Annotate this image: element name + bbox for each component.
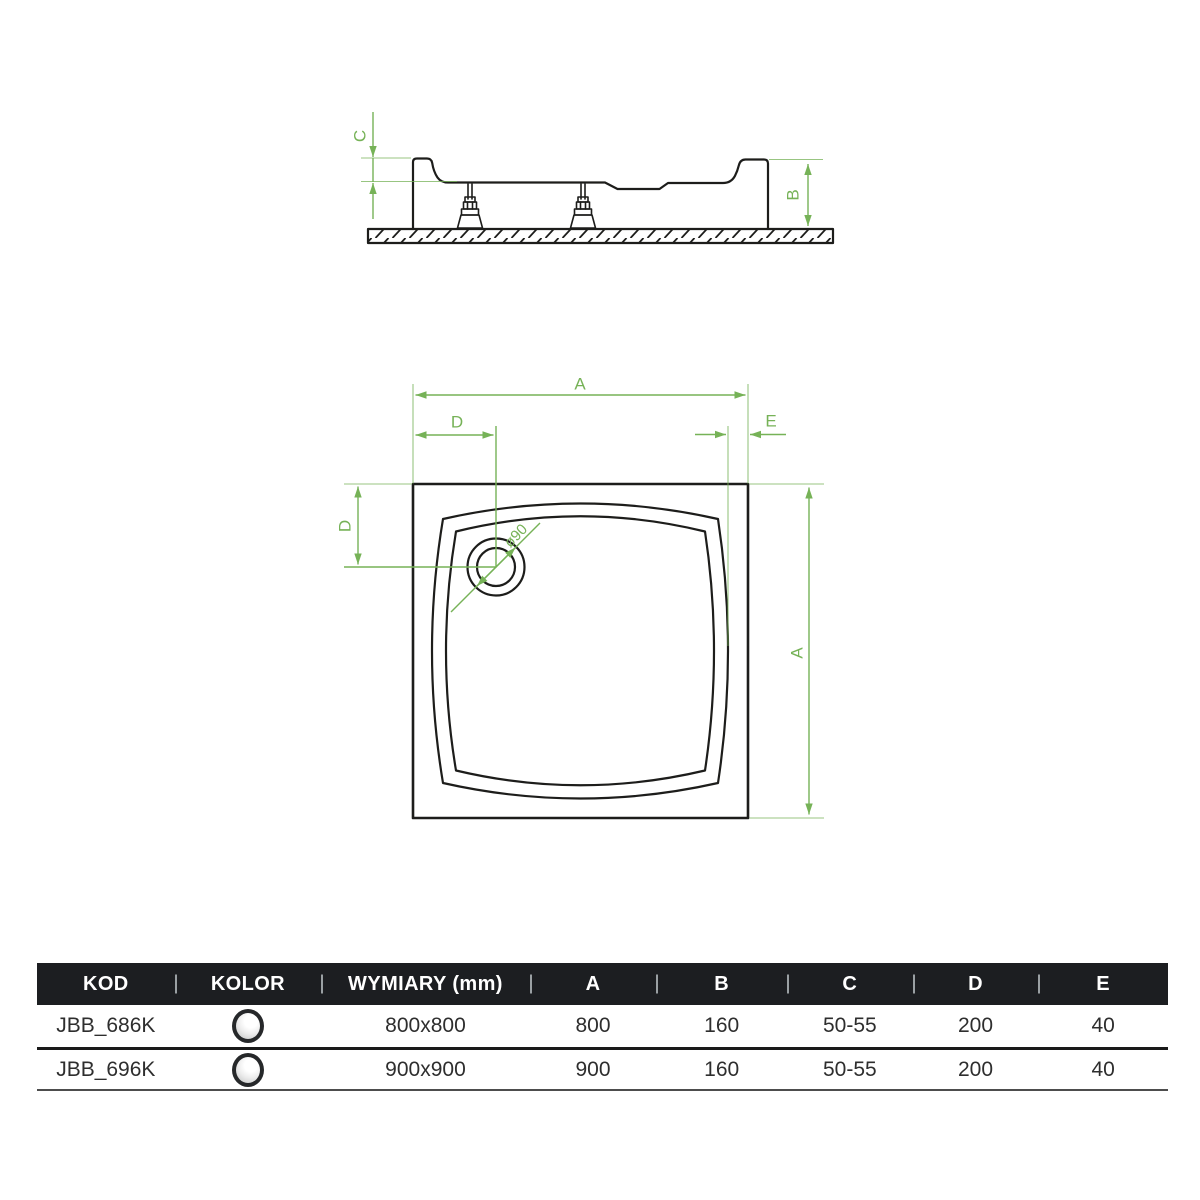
dimension-label-d-top: D <box>450 412 464 432</box>
dimension-a-right <box>750 484 825 818</box>
dimension-label-d-left: D <box>335 519 355 533</box>
tray-section-profile <box>413 159 768 230</box>
dimension-e <box>695 412 786 647</box>
dimension-label-a-top: A <box>574 374 586 394</box>
col-header-wymiary: WYMIARY (mm) <box>321 963 529 1005</box>
dimension-b <box>769 160 823 227</box>
cell-d: 200 <box>957 1057 994 1081</box>
cell-e: 40 <box>1091 1014 1115 1037</box>
basin-inner-edge <box>446 516 714 785</box>
col-header-kod: KOD <box>82 972 129 995</box>
dimension-label-b: B <box>783 189 803 201</box>
dimension-label-c: C <box>350 129 370 143</box>
cell-c: 50-55 <box>822 1057 877 1081</box>
cell-wymiary: 800x800 <box>385 1014 466 1037</box>
section-view-drawing <box>340 95 845 260</box>
adjustable-foot-right <box>571 184 596 228</box>
table-row <box>37 1005 1168 1050</box>
dimension-a-top <box>413 375 748 484</box>
col-header-kolor: KOLOR <box>175 963 322 1005</box>
dimension-label-e: E <box>765 411 777 431</box>
floor-hatch <box>368 229 833 243</box>
col-header-c: C <box>787 963 913 1005</box>
dimensions-table <box>37 963 1168 1091</box>
cell-kolor <box>175 1053 322 1087</box>
color-swatch <box>232 1009 264 1043</box>
col-header-d: D <box>913 963 1039 1005</box>
cell-b: 160 <box>704 1057 740 1081</box>
cell-e: 40 <box>1091 1057 1115 1081</box>
cell-kolor <box>175 1009 322 1043</box>
drain-diameter-label: ø90 <box>500 520 532 552</box>
dimension-d-left <box>336 484 497 567</box>
tray-outline <box>413 484 748 818</box>
col-header-e: E <box>1038 963 1168 1005</box>
cell-kod: JBB_696K <box>56 1057 156 1081</box>
cell-a: 900 <box>575 1057 611 1081</box>
cell-a: 800 <box>575 1014 611 1037</box>
cell-d: 200 <box>957 1014 994 1037</box>
plan-view-drawing <box>330 368 845 833</box>
cell-kod: JBB_686K <box>56 1014 156 1037</box>
col-header-a: A <box>530 963 657 1005</box>
dimension-c <box>351 112 458 219</box>
dimension-d-top <box>416 413 497 568</box>
table-row <box>37 1050 1168 1091</box>
color-swatch <box>232 1053 264 1087</box>
cell-b: 160 <box>704 1014 740 1037</box>
adjustable-foot-left <box>458 184 483 228</box>
col-header-b: B <box>656 963 787 1005</box>
cell-wymiary: 900x900 <box>385 1057 466 1081</box>
dimension-label-a-right: A <box>787 647 807 659</box>
cell-c: 50-55 <box>822 1014 877 1037</box>
table-header-row <box>37 963 1168 1005</box>
